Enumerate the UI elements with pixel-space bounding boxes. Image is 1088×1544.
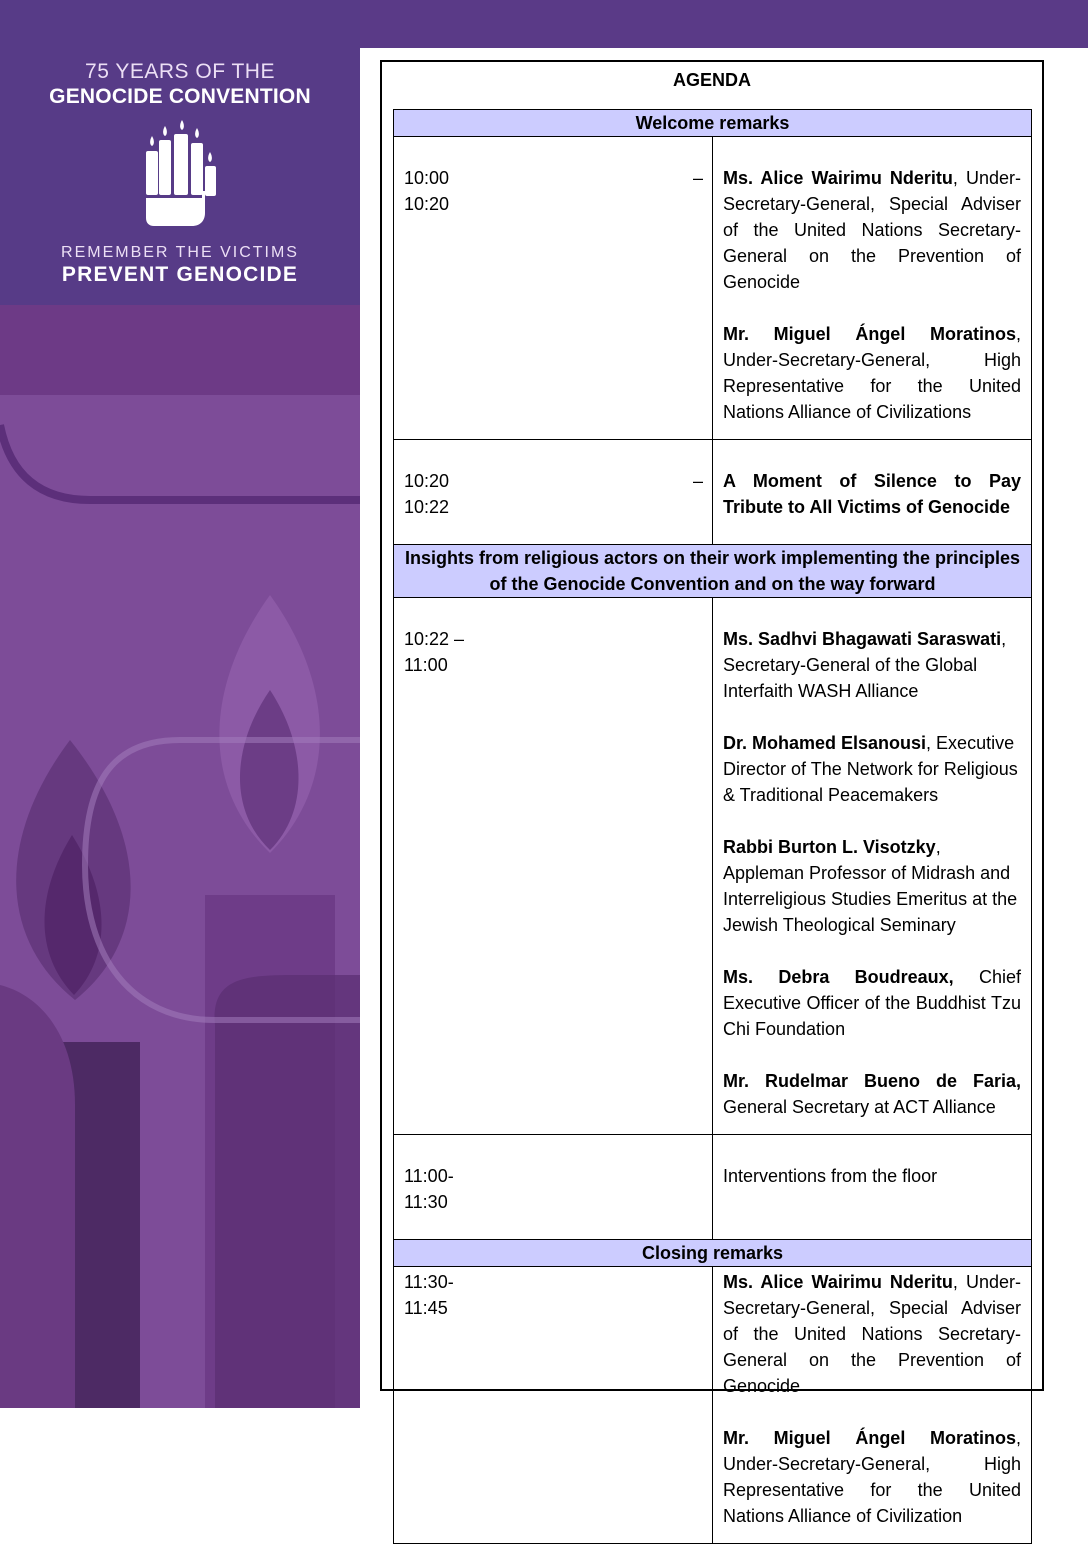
time-dash: –	[692, 168, 703, 188]
time-end: 11:00	[404, 655, 448, 675]
speaker-role: Chief Executive Officer of the Buddhist Tzu Chi Foundation	[723, 967, 1022, 1039]
time-end: 11:45	[404, 1298, 448, 1318]
speakers-cell	[713, 1267, 1032, 1544]
logo-text-convention: GENOCIDE CONVENTION	[49, 85, 311, 108]
time-start: 10:00	[404, 168, 450, 188]
section-row	[394, 110, 1032, 137]
speaker-entry	[723, 964, 1021, 1042]
section-insights: Insights from religious actors on their work implementing the principles of the Genocide Convention and on the way forward	[394, 545, 1032, 598]
speaker-name: Mr. Rudelmar Bueno de Faria,	[723, 1071, 1021, 1091]
section-welcome: Welcome remarks	[394, 110, 1032, 137]
time-cell	[394, 598, 713, 1135]
section-row	[394, 545, 1032, 598]
session-cell	[713, 1135, 1032, 1240]
table-row	[394, 440, 1032, 545]
agenda-title: AGENDA	[672, 70, 751, 90]
time-cell	[394, 440, 713, 545]
speaker-entry	[723, 321, 1021, 425]
speaker-entry	[723, 1269, 1021, 1399]
speaker-entry	[723, 834, 1021, 938]
time-cell	[394, 1267, 713, 1544]
sidebar-artwork	[0, 0, 360, 1408]
speaker-role: , Under-Secretary-General, Special Adviser of the United Nations Secretary-General on the Prevention of Genocide	[723, 1272, 1021, 1396]
speaker-entry	[723, 626, 1021, 704]
logo-text-remember: REMEMBER THE VICTIMS	[61, 244, 299, 261]
speakers-cell	[713, 137, 1032, 440]
logo-text-prevent: PREVENT GENOCIDE	[61, 263, 299, 286]
speaker-name: Ms. Sadhvi Bhagawati Saraswati	[723, 629, 1002, 649]
speaker-name: Ms. Alice Wairimu Nderitu	[723, 168, 953, 188]
speaker-role: , Under-Secretary-General, Special Adviser of the United Nations Secretary-General on the Prevention of Genocide	[723, 168, 1021, 292]
speaker-name: Mr. Miguel Ángel Moratinos	[723, 324, 1016, 344]
time-cell	[394, 137, 713, 440]
speaker-name: Dr. Mohamed Elsanousi	[723, 733, 927, 753]
session-cell	[713, 440, 1032, 545]
time-end: 10:22	[404, 497, 450, 517]
candle-flames-illustration	[0, 305, 360, 1408]
speaker-role: , Executive Director of The Network for Religious & Traditional Peacemakers	[723, 733, 1018, 805]
speaker-name: Rabbi Burton L. Visotzky	[723, 837, 936, 857]
logo-text-years: 75 YEARS OF THE	[85, 60, 275, 83]
speakers-cell	[713, 598, 1032, 1135]
speaker-name: Ms. Debra Boudreaux,	[723, 967, 954, 987]
speaker-entry	[723, 730, 1021, 808]
speaker-entry	[723, 165, 1021, 295]
session-title: A Moment of Silence to Pay Tribute to All Victims of Genocide	[723, 471, 1021, 517]
time-start: 10:20	[404, 471, 450, 491]
speaker-role: , Under-Secretary-General, High Representative for the United Nations Alliance of Civilizations	[723, 324, 1021, 422]
time-start: 11:30-	[404, 1272, 454, 1292]
candles-hand-icon	[140, 118, 220, 230]
speaker-name: Ms. Alice Wairimu Nderitu	[723, 1272, 953, 1292]
table-row	[394, 1135, 1032, 1240]
agenda-table	[393, 109, 1032, 1544]
time-dash: –	[692, 471, 703, 491]
time-end: 11:30	[404, 1192, 448, 1212]
table-row	[394, 137, 1032, 440]
speaker-name: Mr. Miguel Ángel Moratinos	[723, 1428, 1016, 1448]
time-cell	[394, 1135, 713, 1240]
time-start: 10:22 –	[404, 629, 465, 649]
time-end: 10:20	[404, 194, 450, 214]
speaker-entry	[723, 1068, 1021, 1120]
session-title: Interventions from the floor	[723, 1166, 938, 1186]
speaker-role: , Under-Secretary-General, High Representative for the United Nations Alliance of Civilization	[723, 1428, 1021, 1526]
speaker-role: , Secretary-General of the Global Interfaith WASH Alliance	[723, 629, 1007, 701]
table-row	[394, 1267, 1032, 1544]
speaker-entry	[723, 1425, 1021, 1529]
speaker-role: General Secretary at ACT Alliance	[723, 1097, 996, 1117]
section-row	[394, 1240, 1032, 1267]
section-closing: Closing remarks	[394, 1240, 1032, 1267]
time-start: 11:00-	[404, 1166, 454, 1186]
table-row	[394, 598, 1032, 1135]
speaker-role: , Appleman Professor of Midrash and Interreligious Studies Emeritus at the Jewish Theological Seminary	[723, 837, 1018, 935]
